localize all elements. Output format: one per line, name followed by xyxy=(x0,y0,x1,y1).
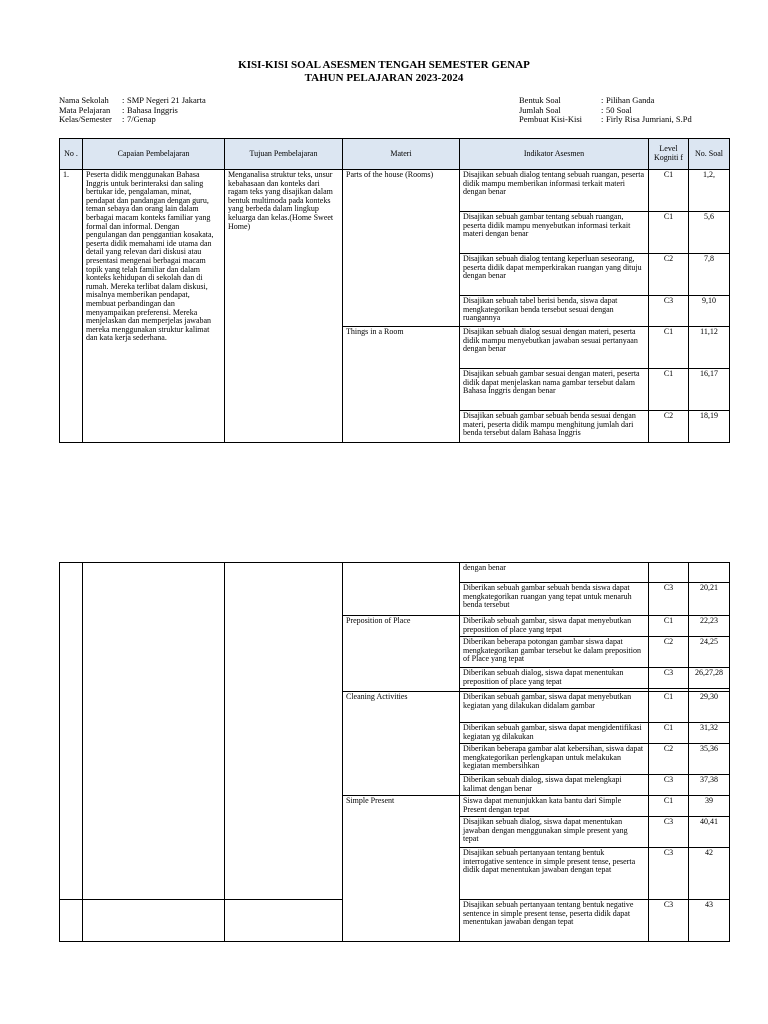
meta-value: SMP Negeri 21 Jakarta xyxy=(127,95,206,105)
level-cell: C3 xyxy=(649,900,689,942)
subject-row: Mata Pelajaran : Bahasa Inggris xyxy=(59,104,178,115)
level-cell: C1 xyxy=(649,369,689,411)
level-cell: C3 xyxy=(649,296,689,327)
header-capaian: Capaian Pembelajaran xyxy=(83,139,225,170)
nosoal-cell: 1,2, xyxy=(689,170,730,212)
nosoal-cell: 39 xyxy=(689,796,730,817)
class-semester-row: Kelas/Semester : 7/Genap xyxy=(59,114,156,124)
nosoal-cell: 7,8 xyxy=(689,254,730,296)
indikator-cell: Diberikan sebuah dialog, siswa dapat melengkapi kalimat dengan benar xyxy=(460,775,649,796)
indikator-cell: Disajikan sebuah tabel berisi benda, siswa dapat mengkategorikan benda tersebut sesuai dengan ruangannya xyxy=(460,296,649,327)
indikator-cell: Disajikan sebuah gambar sesuai dengan materi, peserta didik dapat menjelaskan nama gambar tersebut dalam Bahasa Inggris dengan benar xyxy=(460,369,649,411)
meta-label: Kelas/Semester xyxy=(59,114,112,124)
header-level: Level Kogniti f xyxy=(649,139,689,170)
nosoal-cell: 35,36 xyxy=(689,744,730,775)
indikator-cell: Diberikan sebuah gambar, siswa dapat menyebutkan kegiatan yang dilakukan didalam gambar xyxy=(460,692,649,723)
nosoal-cell: 40,41 xyxy=(689,817,730,848)
capaian-cell-continued xyxy=(83,900,225,942)
level-cell: C2 xyxy=(649,411,689,443)
header-no: No . xyxy=(60,139,83,170)
blueprint-table-page1 xyxy=(59,138,730,443)
nosoal-cell: 5,6 xyxy=(689,212,730,254)
meta-label: Pembuat Kisi-Kisi xyxy=(519,114,583,124)
meta-label: Mata Pelajaran xyxy=(59,104,111,115)
materi-cell: Preposition of Place xyxy=(343,616,460,692)
level-cell: C3 xyxy=(649,848,689,900)
nosoal-cell xyxy=(689,563,730,583)
indikator-cell: Disajikan sebuah dialog, siswa dapat menentukan jawaban dengan menggunakan simple present yang tepat xyxy=(460,817,649,848)
meta-value: Firly Risa Jumriani, S.Pd xyxy=(606,114,692,124)
indikator-cell: Diberikab sebuah gambar, siswa dapat menyebutkan preposition of place yang tepat xyxy=(460,616,649,637)
level-cell: C3 xyxy=(649,817,689,848)
row-number-continued xyxy=(60,563,83,900)
indikator-cell: Disajikan sebuah dialog tentang sebuah ruangan, peserta didik mampu memberikan informasi terkait materi dengan benar xyxy=(460,170,649,212)
level-cell: C3 xyxy=(649,583,689,616)
nosoal-cell: 16,17 xyxy=(689,369,730,411)
level-cell: C1 xyxy=(649,723,689,744)
level-cell: C1 xyxy=(649,170,689,212)
materi-cell: Simple Present xyxy=(343,796,460,942)
tujuan-cell-continued xyxy=(225,900,343,942)
nosoal-cell: 26,27,28 xyxy=(689,668,730,689)
materi-cell-continued xyxy=(343,563,460,616)
indikator-cell: Disajikan sebuah pertanyaan tentang bentuk negative sentence in simple present tense, peserta didik dapat menentukan jawaban dengan tepat xyxy=(460,900,649,942)
document-title: KISI-KISI SOAL ASESMEN TENGAH SEMESTER GENAP xyxy=(238,59,530,71)
meta-label: Bentuk Soal xyxy=(519,95,561,105)
header-indikator: Indikator Asesmen xyxy=(460,139,649,170)
question-count-row: Jumlah Soal : 50 Soal xyxy=(519,104,632,115)
level-cell: C1 xyxy=(649,616,689,637)
school-info xyxy=(59,96,206,125)
nosoal-cell: 9,10 xyxy=(689,296,730,327)
header-materi: Materi xyxy=(343,139,460,170)
level-cell: C1 xyxy=(649,327,689,369)
meta-value: 50 Soal xyxy=(606,104,632,115)
nosoal-cell: 22,23 xyxy=(689,616,730,637)
indikator-cell: Diberikan sebuah gambar, siswa dapat mengidentifikasi kegiatan yg dilakukan xyxy=(460,723,649,744)
indikator-cell: Diberikan beberapa potongan gambar siswa dapat mengkategorikan gambar tersebut ke dalam preposition of Place yang tepat xyxy=(460,637,649,668)
indikator-cell: Diberikan sebuah dialog, siswa dapat menentukan preposition of place yang tepat xyxy=(460,668,649,689)
nosoal-cell: 31,32 xyxy=(689,723,730,744)
table-header-row xyxy=(60,139,730,170)
nosoal-cell: 43 xyxy=(689,900,730,942)
meta-value: 7/Genap xyxy=(127,114,156,124)
nosoal-cell: 11,12 xyxy=(689,327,730,369)
level-cell: C1 xyxy=(649,796,689,817)
indikator-cell: dengan benar xyxy=(460,563,649,583)
nosoal-cell: 29,30 xyxy=(689,692,730,723)
nosoal-cell: 24,25 xyxy=(689,637,730,668)
row-number-continued xyxy=(60,900,83,942)
level-cell: C1 xyxy=(649,212,689,254)
capaian-cell-continued xyxy=(83,563,225,900)
meta-label: Nama Sekolah xyxy=(59,95,109,105)
nosoal-cell: 18,19 xyxy=(689,411,730,443)
meta-value: Bahasa Inggris xyxy=(127,104,178,115)
indikator-cell: Disajikan sebuah gambar tentang sebuah ruangan, peserta didik mampu menyebutkan informasi terkait materi dengan benar xyxy=(460,212,649,254)
materi-cell: Cleaning Activities xyxy=(343,692,460,796)
tujuan-cell: Menganalisa struktur teks, unsur kebahasaan dan konteks dari ragam teks yang disajikan dalam bentuk multimoda pada konteks yang berbeda dalam lingkup keluarga dan kelas.(Home Sweet Home) xyxy=(225,170,343,443)
question-type-row: Bentuk Soal : Pilihan Ganda xyxy=(519,95,655,105)
materi-cell: Parts of the house (Rooms) xyxy=(343,170,460,327)
level-cell: C1 xyxy=(649,692,689,723)
indikator-cell: Disajikan sebuah dialog sesuai dengan materi, peserta didik mampu menyebutkan jawaban sesuai pertanyaan dengan benar xyxy=(460,327,649,369)
nosoal-cell: 37,38 xyxy=(689,775,730,796)
level-cell xyxy=(649,563,689,583)
nosoal-cell: 20,21 xyxy=(689,583,730,616)
blueprint-table-page2 xyxy=(59,562,730,942)
meta-label: Jumlah Soal xyxy=(519,104,561,115)
tujuan-cell-continued xyxy=(225,563,343,900)
capaian-cell: Peserta didik menggunakan Bahasa Inggris untuk berinteraksi dan saling bertukar ide, pengalaman, minat, pendapat dan pandangan dengan guru, teman sebaya dan orang lain dalam berbagai macam konteks familiar yang formal dan informal. Dengan pengulangan dan penggantian kosakata, peserta didik memahami ide utama dan detail yang relevan dari diskusi atau presentasi mengenai berbagai macam topik yang telah familiar dan dalam konteks kehidupan di sekolah dan di rumah. Mereka terlibat dalam diskusi, misalnya memberikan pendapat, membuat perbandingan dan menyampaikan preferensi. Mereka menjelaskan dan memperjelas jawaban mereka menggunakan struktur kalimat dan kata kerja sederhana. xyxy=(83,170,225,443)
document-subtitle: TAHUN PELAJARAN 2023-2024 xyxy=(304,72,464,84)
meta-value: Pilihan Ganda xyxy=(606,95,655,105)
table-row xyxy=(60,170,730,212)
indikator-cell: Disajikan sebuah gambar sebuah benda sesuai dengan materi, peserta didik mampu menghitung jumlah dari benda tersebut dalam Bahasa Inggris xyxy=(460,411,649,443)
indikator-cell: Disajikan sebuah dialog tentang keperluan seseorang, peserta didik dapat memperkirakan ruangan yang dituju dengan benar xyxy=(460,254,649,296)
materi-cell: Things in a Room xyxy=(343,327,460,443)
indikator-cell: Disajikan sebuah pertanyaan tentang bentuk interrogative sentence in simple present tense, peserta didik dapat menentukan jawaban dengan tepat xyxy=(460,848,649,900)
indikator-cell: Diberikan sebuah gambar sebuah benda siswa dapat mengkategorikan ruangan yang tepat untuk menaruh benda tersebut xyxy=(460,583,649,616)
row-number: 1. xyxy=(60,170,83,443)
author-row: Pembuat Kisi-Kisi : Firly Risa Jumriani, S.Pd xyxy=(519,114,692,124)
exam-info xyxy=(519,96,692,125)
header-tujuan: Tujuan Pembelajaran xyxy=(225,139,343,170)
level-cell: C2 xyxy=(649,637,689,668)
level-cell: C3 xyxy=(649,775,689,796)
level-cell: C3 xyxy=(649,668,689,689)
table-row xyxy=(60,563,730,583)
level-cell: C2 xyxy=(649,254,689,296)
indikator-cell: Diberikan beberapa gambar alat kebersihan, siswa dapat mengkategorikan perlengkapan untuk melakukan kegiatan membersihkan xyxy=(460,744,649,775)
level-cell: C2 xyxy=(649,744,689,775)
school-name-row: Nama Sekolah : SMP Negeri 21 Jakarta xyxy=(59,95,206,105)
nosoal-cell: 42 xyxy=(689,848,730,900)
indikator-cell: Siswa dapat menunjukkan kata bantu dari Simple Present dengan tepat xyxy=(460,796,649,817)
header-nosoal: No. Soal xyxy=(689,139,730,170)
